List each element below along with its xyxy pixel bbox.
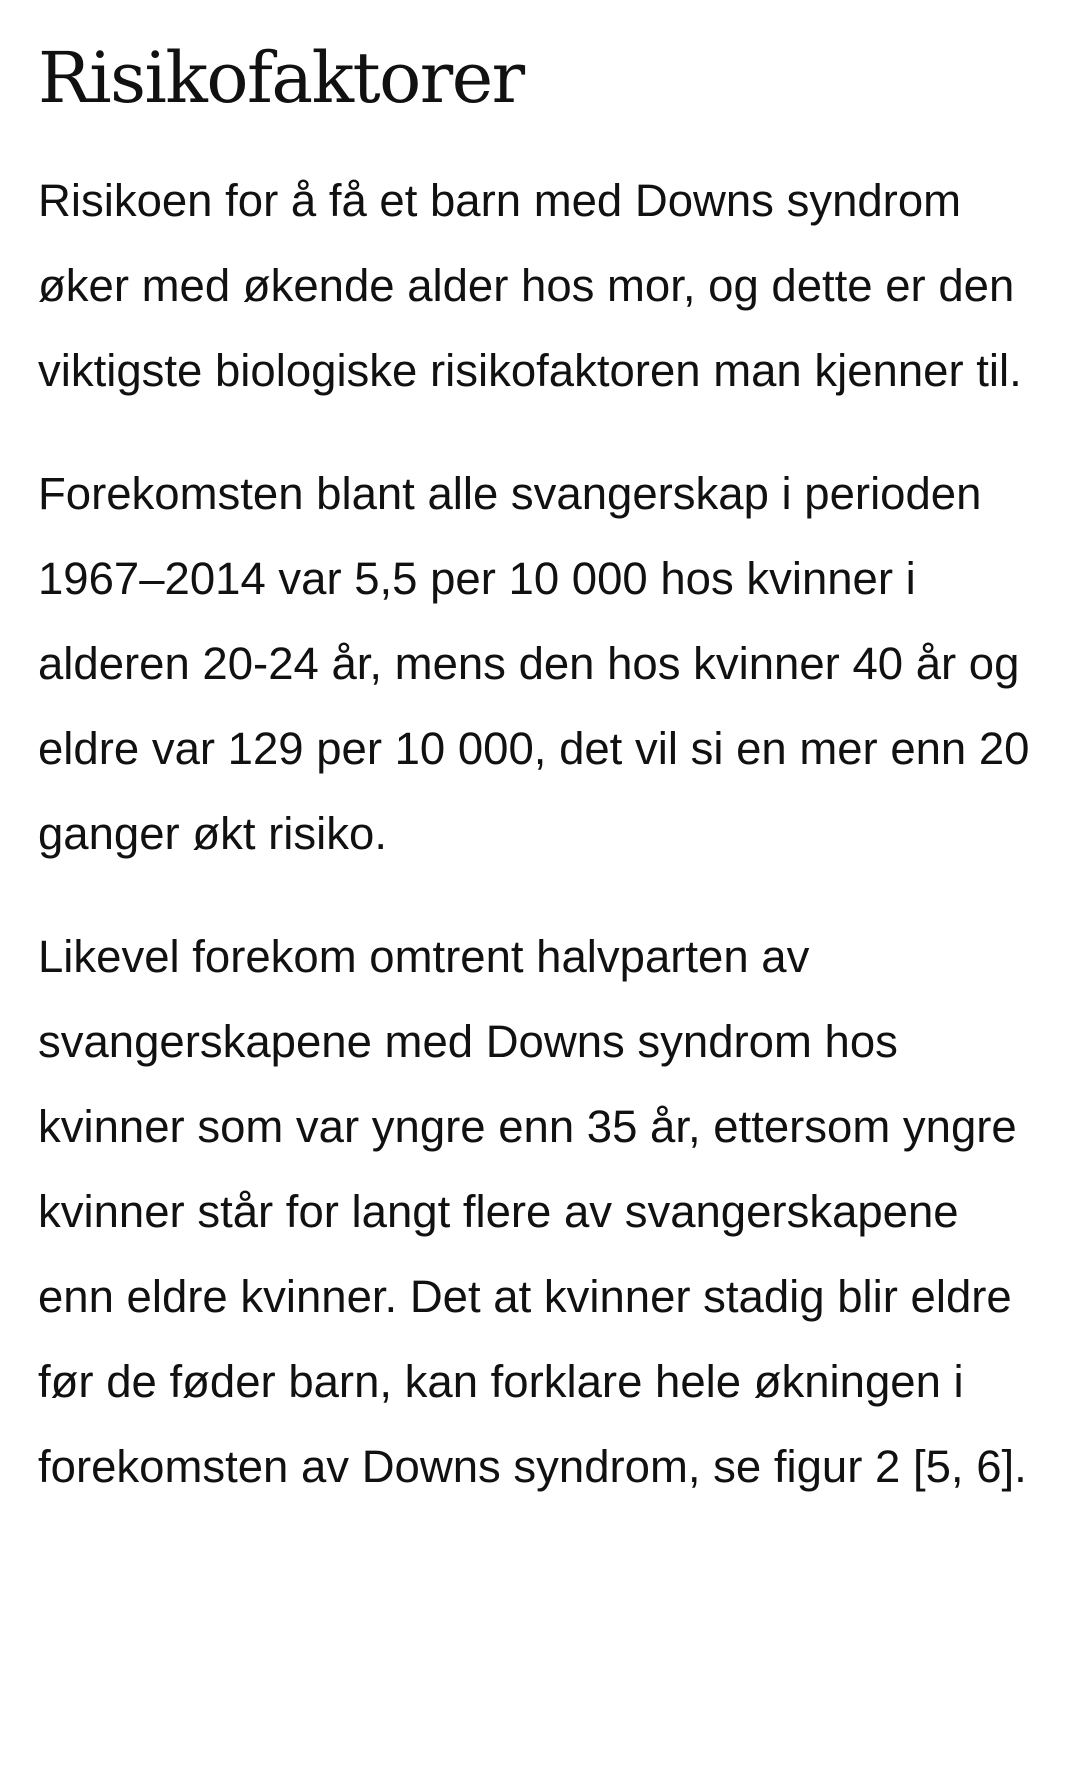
paragraph-younger-women: Likevel forekom omtrent halvparten av svangerskapene med Downs syndrom hos kvinner som var yngre enn 35 år, ettersom yngre kvinner står for langt flere av svangerskapene enn eldre kvinner. Det at kvinner stadig blir eldre før de føder barn, kan forklare hele økningen i forekomsten av Downs syndrom, se figur 2 [5, 6]. xyxy=(38,931,1027,1492)
paragraph-prevalence: Forekomsten blant alle svangerskap i perioden 1967–2014 var 5,5 per 10 000 hos kvinner i alderen 20-24 år, mens den hos kvinner 40 år og eldre var 129 per 10 000, det vil si en mer enn 20 ganger økt risiko. xyxy=(38,468,1030,859)
section-heading: Risikofaktorer xyxy=(38,37,524,119)
paragraph-age-risk: Risikoen for å få et barn med Downs syndrom øker med økende alder hos mor, og dette er den viktigste biologiske risikofaktoren man kjenner til. xyxy=(38,175,1022,396)
